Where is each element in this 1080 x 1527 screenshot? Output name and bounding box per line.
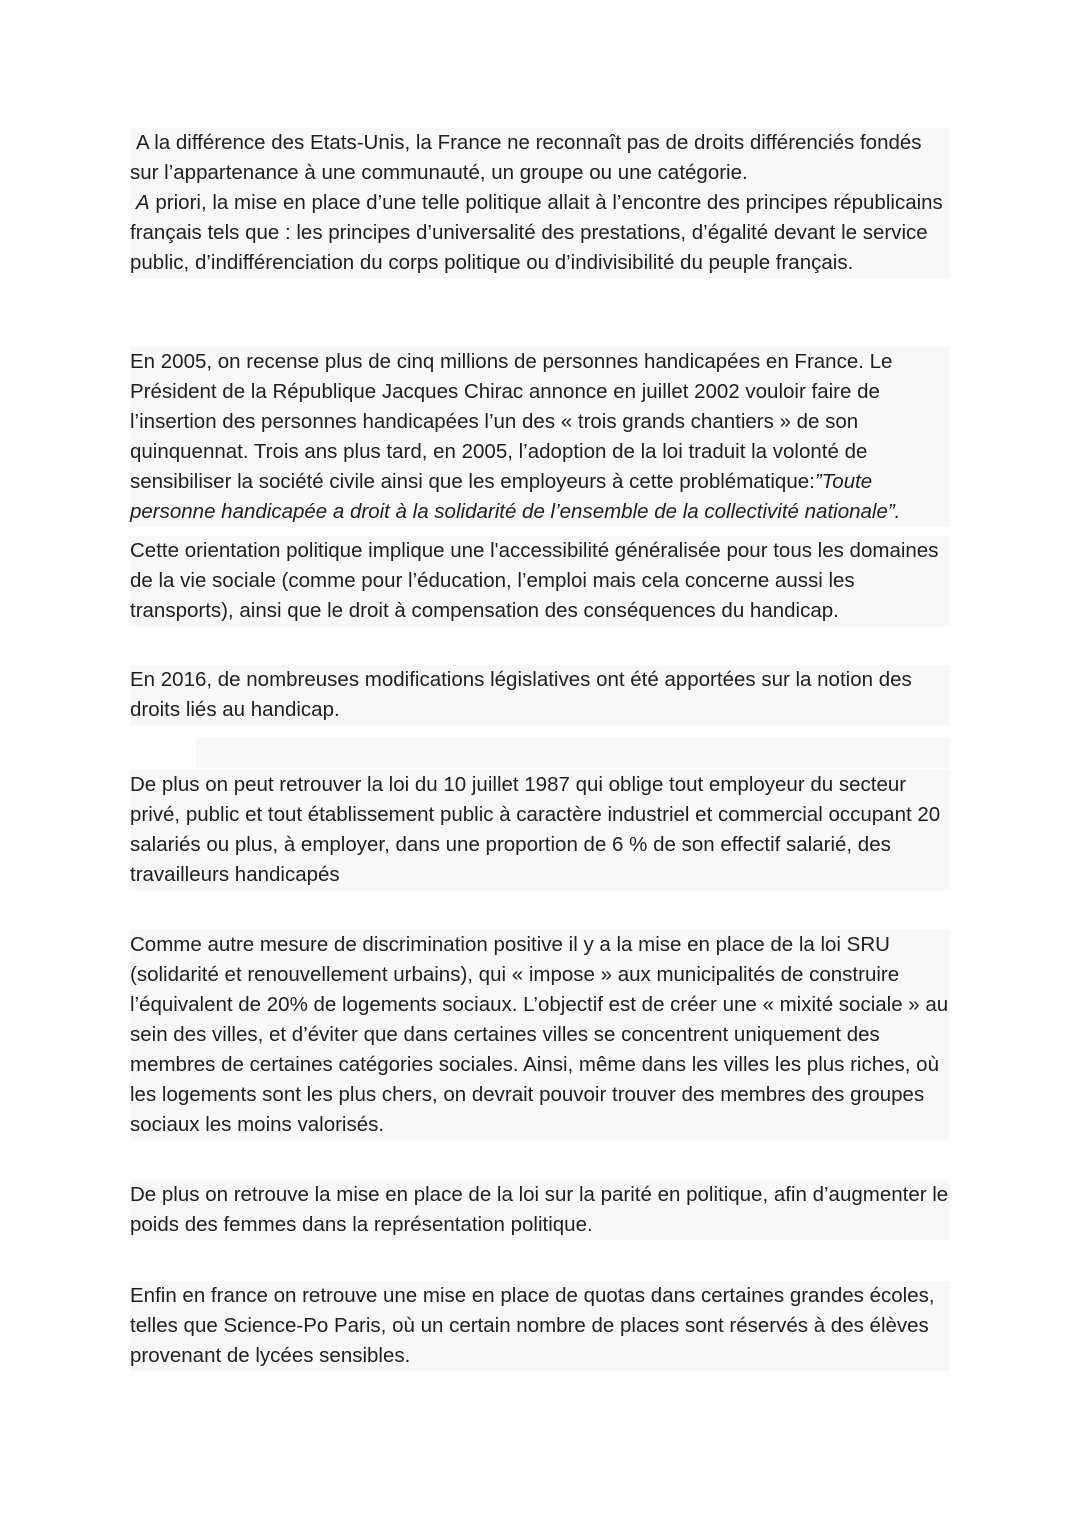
paragraph-quotas bbox=[130, 1281, 950, 1371]
paragraph-sru-law bbox=[130, 930, 950, 1140]
accessibility-text: Cette orientation politique implique une l'accessibilité généralisée pour tous les domaines de la vie sociale (comme pour l’éducation, l’emploi mais cela concerne aussi les transports), ainsi que le droit à compensation des conséquences du handicap. bbox=[130, 539, 939, 622]
paragraph-2016 bbox=[130, 665, 950, 725]
paragraph-intro bbox=[130, 128, 950, 278]
paragraph-1987-law bbox=[130, 770, 950, 890]
law-1987-text: De plus on peut retrouver la loi du 10 juillet 1987 qui oblige tout employeur du secteur privé, public et tout établissement public à caractère industriel et commercial occupant 20 salariés ou plus, à employer, dans une proportion de 6 % de son effectif salarié, des travailleurs handicapés bbox=[130, 773, 941, 886]
quotas-text: Enfin en france on retrouve une mise en place de quotas dans certaines grandes écoles, telles que Science-Po Paris, où un certain nombre de places sont réservés à des élèves provenant de lycées sensibles. bbox=[130, 1284, 935, 1367]
shaded-blank-line bbox=[196, 738, 950, 768]
parity-law-text: De plus on retrouve la mise en place de la loi sur la parité en politique, afin d’augmenter le poids des femmes dans la représentation politique. bbox=[130, 1183, 949, 1236]
intro-italic-a: A bbox=[136, 191, 150, 214]
paragraph-accessibility bbox=[130, 536, 950, 626]
paragraph-parity-law bbox=[130, 1180, 950, 1240]
intro-sentence-2: priori, la mise en place d’une telle politique allait à l’encontre des principes républicains français tels que : les principes d’universalité des prestations, d’égalité devant le service public, d’indifférenciation du corps politique ou d’indivisibilité du peuple français. bbox=[130, 191, 943, 274]
law-2016-text: En 2016, de nombreuses modifications législatives ont été apportées sur la notion des droits liés au handicap. bbox=[130, 668, 912, 721]
paragraph-2005-law bbox=[130, 347, 950, 527]
intro-sentence-1: A la différence des Etats-Unis, la France ne reconnaît pas de droits différenciés fondés sur l’appartenance à une communauté, un groupe ou une catégorie. bbox=[130, 131, 922, 184]
law-2005-quote: ”Toute personne handicapée a droit à la solidarité de l’ensemble de la collectivité nationale”. bbox=[130, 470, 901, 523]
law-2005-text: En 2005, on recense plus de cinq millions de personnes handicapées en France. Le Président de la République Jacques Chirac annonce en juillet 2002 vouloir faire de l’insertion des personnes handicapées l’un des « trois grands chantiers » de son quinquennat. Trois ans plus tard, en 2005, l’adoption de la loi traduit la volonté de sensibiliser la société civile ainsi que les employeurs à cette problématique: bbox=[130, 350, 893, 493]
sru-law-text: Comme autre mesure de discrimination positive il y a la mise en place de la loi SRU (solidarité et renouvellement urbains), qui « impose » aux municipalités de construire l’équivalent de 20% de logements sociaux. L’objectif est de créer une « mixité sociale » au sein des villes, et d’éviter que dans certaines villes se concentrent uniquement des membres de certaines catégories sociales. Ainsi, même dans les villes les plus riches, où les logements sont les plus chers, on devrait pouvoir trouver des membres des groupes sociaux les moins valorisés. bbox=[130, 933, 949, 1136]
